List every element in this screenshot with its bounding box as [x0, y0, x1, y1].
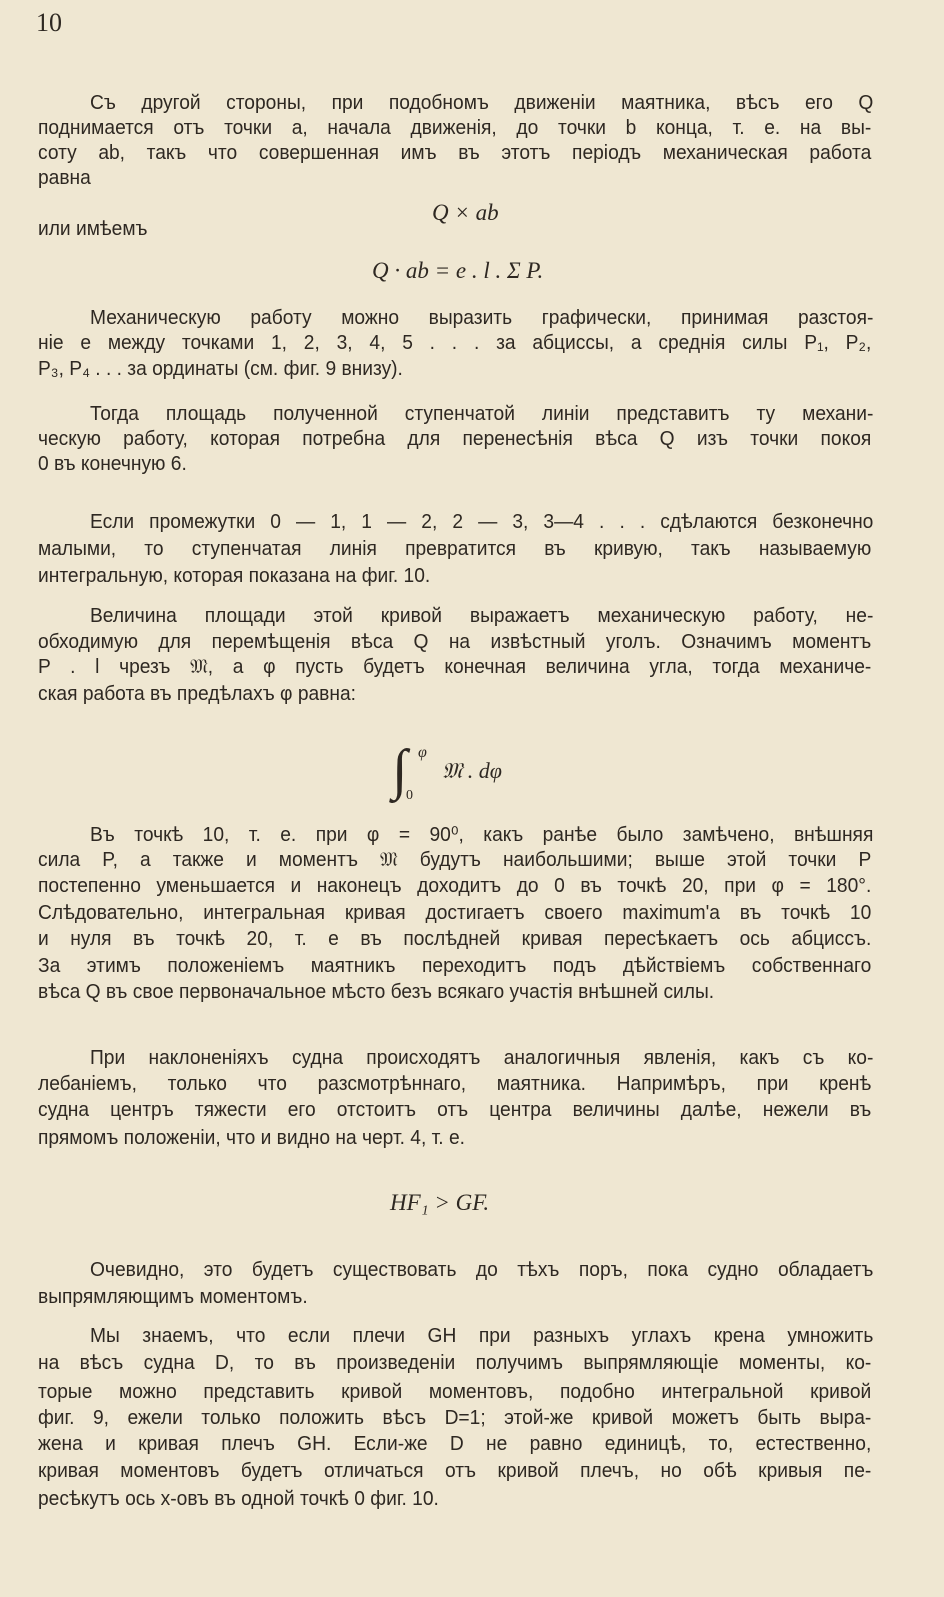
text-line: Мы знаемъ, что если плечи GH при разныхъ углахъ крена умножить — [90, 1325, 874, 1347]
formula-work-equation: Q · ab = e . l . Σ P. — [372, 258, 544, 283]
formula-product: Q × ab — [432, 200, 499, 225]
text-line: ческую работу, которая потребна для перенесѣнiя вѣса Q изъ точки покоя — [38, 428, 872, 450]
text-line: выпрямляющимъ моментомъ. — [38, 1286, 308, 1308]
text-line: фиг. 9, ежели только положить вѣсъ D=1; этой-же кривой можетъ быть выра- — [38, 1407, 872, 1429]
text-line: жена и кривая плечъ GH. Если-же D не равно единицѣ, то, естественно, — [38, 1433, 872, 1455]
text-line: За этимъ положенiемъ маятникъ переходитъ подъ дѣйствiемъ собственнаго — [38, 955, 872, 977]
text-line: P₃, P₄ . . . за ординаты (см. фиг. 9 внизу). — [38, 358, 403, 380]
integral-lower-limit: 0 — [406, 788, 413, 803]
text-line: обходимую для перемѣщенiя вѣса Q на извѣстный уголъ. Означимъ моментъ — [38, 631, 872, 653]
text-line: Механическую работу можно выразить графически, принимая разстоя- — [90, 307, 874, 329]
text-line: 0 въ конечную 6. — [38, 453, 187, 475]
text-line: поднимается отъ точки a, начала движенiя, до точки b конца, т. е. на вы- — [38, 117, 872, 139]
integral-integrand: 𝔐 . dφ — [442, 758, 502, 783]
text-line: соту ab, такъ что совершенная имъ въ этотъ перiодъ механическая работа — [38, 142, 872, 164]
text-line: или имѣемъ — [38, 218, 148, 240]
text-line: интегральную, которая показана на фиг. 10. — [38, 565, 431, 587]
formula-inequality: HF₁ > GF. — [390, 1190, 490, 1215]
text-line: и нуля въ точкѣ 20, т. е въ послѣдней кривая пересѣкаетъ ось абциссъ. — [38, 928, 872, 950]
text-line: При наклоненiяхъ судна происходятъ аналогичныя явленiя, какъ съ ко- — [90, 1047, 874, 1069]
text-line: Тогда площадь полученной ступенчатой линiи представитъ ту механи- — [90, 403, 874, 425]
text-line: Очевидно, это будетъ существовать до тѣхъ поръ, пока судно обладаетъ — [90, 1259, 874, 1281]
integral-upper-limit: φ — [418, 744, 427, 761]
text-line: ская работа въ предѣлахъ φ равна: — [38, 683, 356, 705]
text-line: торые можно представить кривой моментовъ, подобно интегральной кривой — [38, 1381, 872, 1403]
text-line: лебанiемъ, только что разсмотрѣннаго, маятника. Напримѣръ, при кренѣ — [38, 1073, 872, 1095]
text-line: Слѣдовательно, интегральная кривая достигаетъ своего maximum'a въ точкѣ 10 — [38, 902, 872, 924]
text-line: сила P, а также и моментъ 𝔐 будутъ наибольшими; выше этой точки P — [38, 849, 872, 871]
text-line: малыми, то ступенчатая линiя превратится въ кривую, такъ называемую — [38, 538, 872, 560]
text-line: на вѣсъ судна D, то въ произведенiи получимъ выпрямляющiе моменты, ко- — [38, 1352, 872, 1374]
text-line: Если промежутки 0 — 1, 1 — 2, 2 — 3, 3—4 . . . сдѣлаются безконечно — [90, 511, 874, 533]
text-line: ресѣкутъ ось x-овъ въ одной точкѣ 0 фиг. 10. — [38, 1488, 439, 1510]
text-line: равна — [38, 167, 91, 189]
text-line: P . l чрезъ 𝔐, а φ пусть будетъ конечная величина угла, тогда механиче- — [38, 656, 872, 678]
text-line: нiе e между точками 1, 2, 3, 4, 5 . . . за абциссы, а среднiя силы P₁, P₂, — [38, 332, 872, 354]
integral-sign-icon: ∫ — [392, 739, 408, 801]
page-number: 10 — [36, 8, 62, 37]
text-line: судна центръ тяжести его отстоитъ отъ центра величины далѣе, нежели въ — [38, 1099, 872, 1121]
text-line: Съ другой стороны, при подобномъ движенiи маятника, вѣсъ его Q — [90, 92, 874, 114]
text-line: постепенно уменьшается и наконецъ доходитъ до 0 въ точкѣ 20, при φ = 180°. — [38, 875, 872, 897]
text-line: Величина площади этой кривой выражаетъ механическую работу, не- — [90, 605, 874, 627]
text-line: кривая моментовъ будетъ отличаться отъ кривой плечъ, но обѣ кривыя пе- — [38, 1460, 872, 1482]
text-line: Въ точкѣ 10, т. е. при φ = 90⁰, какъ ранѣе было замѣчено, внѣшняя — [90, 824, 874, 846]
text-line: прямомъ положенiи, что и видно на черт. 4, т. е. — [38, 1127, 465, 1149]
text-line: вѣса Q въ свое первоначальное мѣсто безъ всякаго участiя внѣшней силы. — [38, 981, 715, 1003]
